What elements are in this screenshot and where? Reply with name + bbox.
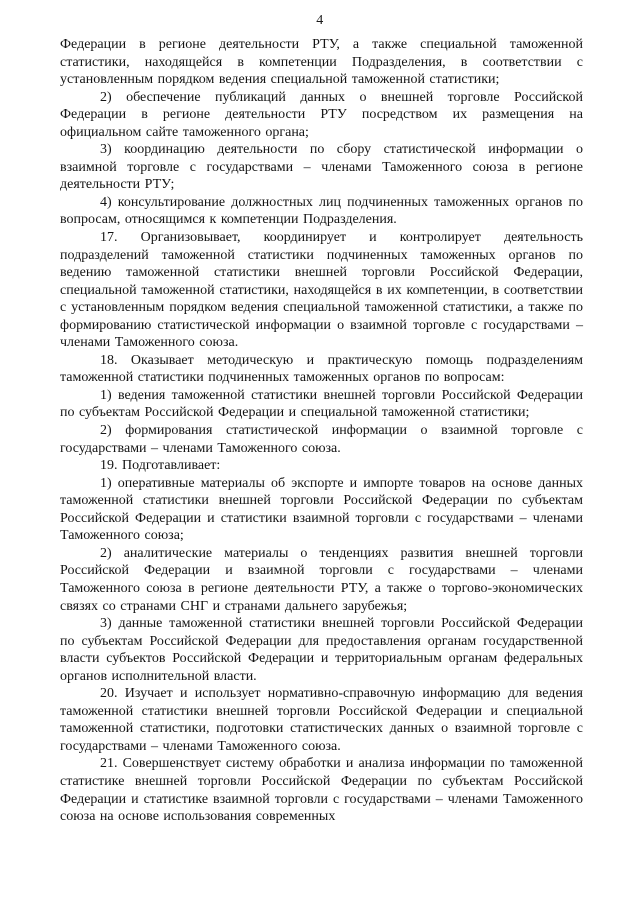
paragraph: 19. Подготавливает: bbox=[100, 458, 221, 474]
paragraph: 3) данные таможенной статистики внешней торговли Российской Федерации по субъектам Российской Федерации для предоставления органам государственной власти субъектов Российской Федерации и территориальным органам федеральных органов исполнительной власти. bbox=[60, 616, 583, 684]
paragraph: 18. Оказывает методическую и практическую помощь подразделениям таможенной статистики подчиненных таможенных органов по вопросам: bbox=[60, 352, 583, 386]
paragraph: 21. Совершенствует систему обработки и анализа информации по таможенной статистике внешней торговли Российской Федерации по субъектам Российской Федерации и статистике взаимной торговли с государствами – членами Таможенного союза на основе использования современных bbox=[60, 756, 583, 825]
paragraph: 4) консультирование должностных лиц подчиненных таможенных органов по вопросам, относящимся к компетенции Подразделения. bbox=[60, 194, 583, 228]
document-body bbox=[60, 36, 583, 826]
page-number: 4 bbox=[316, 13, 324, 28]
paragraph: 17. Организовывает, координирует и контролирует деятельность подразделений таможенной статистики подчиненных таможенных органов по ведению таможенной статистики внешней торговли Российской Федерации, специальной таможенной статистики, находящейся в их компетенции, в соответствии с установленным порядком ведения специальной таможенной статистики, а также по формированию статистической информации о взаимной торговле с государствами – членами Таможенного союза. bbox=[60, 230, 583, 351]
paragraph: Федерации в регионе деятельности РТУ, а также специальной таможенной статистики, находящейся в компетенции Подразделения, в соответствии с установленным порядком ведения специальной таможенной статистики; bbox=[60, 37, 583, 88]
paragraph: 2) обеспечение публикаций данных о внешней торговле Российской Федерации в регионе деятельности РТУ посредством их размещения на официальном сайте таможенного органа; bbox=[60, 89, 583, 140]
paragraph: 1) ведения таможенной статистики внешней торговли Российской Федерации по субъектам Российской Федерации и специальной таможенной статистики; bbox=[60, 387, 583, 421]
paragraph: 3) координацию деятельности по сбору статистической информации о взаимной торговле с государствами – членами Таможенного союза в регионе деятельности РТУ; bbox=[60, 142, 583, 193]
paragraph: 1) оперативные материалы об экспорте и импорте товаров на основе данных таможенной статистики внешней торговли Российской Федерации по субъектам Российской Федерации и статистики взаимной торговли с государствами – членами Таможенного союза; bbox=[60, 475, 583, 544]
paragraph: 2) формирования статистической информации о взаимной торговле с государствами – членами Таможенного союза. bbox=[60, 423, 583, 456]
paragraph: 2) аналитические материалы о тенденциях развития внешней торговли Российской Федерации и взаимной торговли с государствами – членами Таможенного союза в регионе деятельности РТУ, а также о торгово-экономических связях со странами СНГ и странами дальнего зарубежья; bbox=[60, 545, 583, 614]
paragraph: 20. Изучает и использует нормативно-справочную информацию для ведения таможенной статистики внешней торговли Российской Федерации и специальной таможенной статистики, подготовки статистических данных о взаимной торговле с государствами – членами Таможенного союза. bbox=[60, 686, 583, 754]
